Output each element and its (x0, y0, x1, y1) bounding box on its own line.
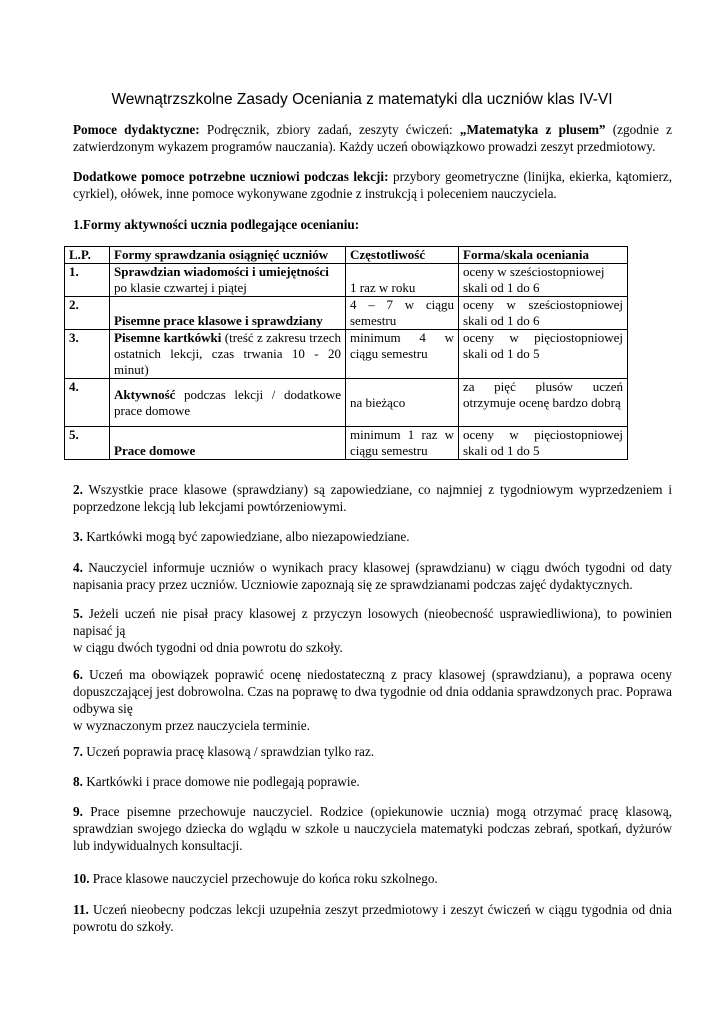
rule-number: 5. (73, 606, 83, 621)
row-form-bold: Pisemne kartkówki (114, 330, 222, 345)
table-row (65, 264, 628, 297)
rule-3 (73, 528, 672, 545)
rule-text: Wszystkie prace klasowe (sprawdziany) są zapowiedziane, co najmniej z tygodniowym wyprzedzeniem i poprzedzone lekcją lub lekcjami powtórzeniowymi. (73, 482, 672, 514)
rule-6 (73, 666, 672, 734)
row-frequency: minimum 4 w ciągu semestru (346, 330, 459, 379)
row-scale: za pięć plusów uczeń otrzymuje ocenę bardzo dobrą (459, 379, 628, 427)
rule-number: 11. (73, 902, 89, 917)
assessment-table (64, 246, 628, 460)
rule-number: 10. (73, 871, 90, 886)
rule-text: Kartkówki i prace domowe nie podlegają poprawie. (86, 774, 360, 789)
pomoce-text: Podręcznik, zbiory zadań, zeszyty ćwiczeń: (206, 122, 453, 137)
rule-9 (73, 803, 672, 854)
rule-text: Uczeń poprawia pracę klasową / sprawdzian tylko raz. (86, 744, 374, 759)
rule-number: 6. (73, 667, 83, 682)
row-scale: oceny w sześciostopniowej skali od 1 do 6 (459, 264, 628, 297)
row-form-normal: podczas lekcji / dodatkowe prace domowe (114, 386, 341, 418)
section-heading: 1.Formy aktywności ucznia podlegające ocenianiu: (73, 217, 360, 232)
rule-8 (73, 773, 672, 790)
row-form-bold: Sprawdzian wiadomości i umiejętności (114, 264, 329, 279)
rule-text: Prace pisemne przechowuje nauczyciel. Rodzice (opiekunowie ucznia) mogą otrzymać pracę klasową, sprawdzian swojego dziecka do wglądu w szkole u nauczyciela matematyki podczas zebrań, spotkań, dyżurów lub indywidualnych konsultacji. (73, 804, 672, 853)
rule-number: 7. (73, 744, 83, 759)
rule-text: Uczeń nieobecny podczas lekcji uzupełnia zeszyt przedmiotowy i zeszyt ćwiczeń w ciągu tygodnia od dnia powrotu do szkoły. (73, 902, 672, 934)
rule-number: 9. (73, 804, 83, 819)
pomoce-book-title: „Matematyka z plusem” (459, 122, 606, 137)
header-scale: Forma/skala oceniania (459, 247, 628, 264)
row-form (110, 264, 346, 297)
table-row (65, 379, 628, 427)
row-scale: oceny w pięciostopniowej skali od 1 do 5 (459, 330, 628, 379)
rule-number: 2. (73, 482, 83, 497)
row-frequency: minimum 1 raz w ciągu semestru (346, 427, 459, 460)
row-form-normal: po klasie czwartej i piątej (114, 280, 247, 295)
rule-text: Nauczyciel informuje uczniów o wynikach pracy klasowej (sprawdzianu) w ciągu dwóch tygodni od daty napisania pracy przez uczniów. Uczniowie zapoznają się ze sprawdzianami podczas zajęć dydaktycznych. (73, 560, 673, 592)
rule-7 (73, 743, 672, 760)
rule-11 (73, 901, 672, 935)
row-form-normal: (treść z zakresu trzech ostatnich lekcji, czas trwania 10 - 20 minut) (114, 330, 342, 377)
table-header-row (65, 247, 628, 264)
pomoce-text-2: (zgodnie z zatwierdzonym wykazem programów nauczania). Każdy uczeń obowiązkowo prowadzi zeszyt przedmiotowy. (73, 122, 673, 154)
rule-number: 8. (73, 774, 83, 789)
row-form-bold: Pisemne prace klasowe i sprawdziany (110, 297, 346, 330)
header-forms: Formy sprawdzania osiągnięć uczniów (110, 247, 346, 264)
row-form-bold: Aktywność (114, 386, 176, 402)
rule-5 (73, 605, 672, 656)
rule-number: 4. (73, 560, 83, 575)
rule-text: Jeżeli uczeń nie pisał pracy klasowej z przyczyn losowych (nieobecność usprawiedliwiona), to powinien napisać ją (73, 606, 673, 638)
dodatkowe-text: przybory geometryczne (linijka, ekierka, kątomierz, cyrkiel), ołówek, inne pomoce wykonywane zgodnie z instrukcją i poleceniem nauczyciela. (73, 169, 672, 201)
row-scale: oceny w pięciostopniowej skali od 1 do 5 (459, 427, 628, 460)
rule-text: Kartkówki mogą być zapowiedziane, albo niezapowiedziane. (86, 529, 410, 544)
rule-number: 3. (73, 529, 83, 544)
rule-2 (73, 481, 672, 515)
rule-text-continued: w wyznaczonym przez nauczyciela terminie. (73, 718, 310, 733)
pomoce-label: Pomoce dydaktyczne: (73, 122, 200, 137)
row-frequency: 1 raz w roku (346, 264, 459, 297)
table-row (65, 330, 628, 379)
rule-text: Uczeń ma obowiązek poprawić ocenę niedostateczną z pracy klasowej (sprawdzianu), a poprawa oceny dopuszczającej jest dobrowolna. Czas na poprawę to dwa tygodnie od dnia oddania sprawdzonych prac. Poprawa odbywa się (73, 667, 672, 716)
row-form-bold: Prace domowe (110, 427, 346, 460)
pomoce-paragraph (73, 121, 672, 155)
row-frequency: 4 – 7 w ciągu semestru (346, 297, 459, 330)
rule-4 (73, 559, 672, 593)
header-frequency: Częstotliwość (346, 247, 459, 264)
table-row (65, 427, 628, 460)
row-lp: 3. (65, 330, 110, 379)
row-scale: oceny w sześciostopniowej skali od 1 do 6 (459, 297, 628, 330)
dodatkowe-label: Dodatkowe pomoce potrzebne uczniowi podczas lekcji: (73, 169, 389, 184)
rule-text-continued: w ciągu dwóch tygodni od dnia powrotu do szkoły. (73, 640, 343, 655)
row-frequency: na bieżąco (346, 379, 459, 427)
row-lp: 2. (65, 297, 110, 330)
row-lp: 4. (65, 379, 110, 427)
row-form (110, 379, 346, 427)
header-lp: L.P. (65, 247, 110, 264)
row-lp: 5. (65, 427, 110, 460)
table-row (65, 297, 628, 330)
row-form (110, 330, 346, 379)
rule-text: Prace klasowe nauczyciel przechowuje do końca roku szkolnego. (92, 871, 438, 886)
dodatkowe-paragraph (73, 168, 672, 202)
document-title: Wewnątrzszkolne Zasady Oceniania z matematyki dla uczniów klas IV-VI (111, 91, 613, 108)
rule-10 (73, 870, 672, 887)
row-lp: 1. (65, 264, 110, 297)
